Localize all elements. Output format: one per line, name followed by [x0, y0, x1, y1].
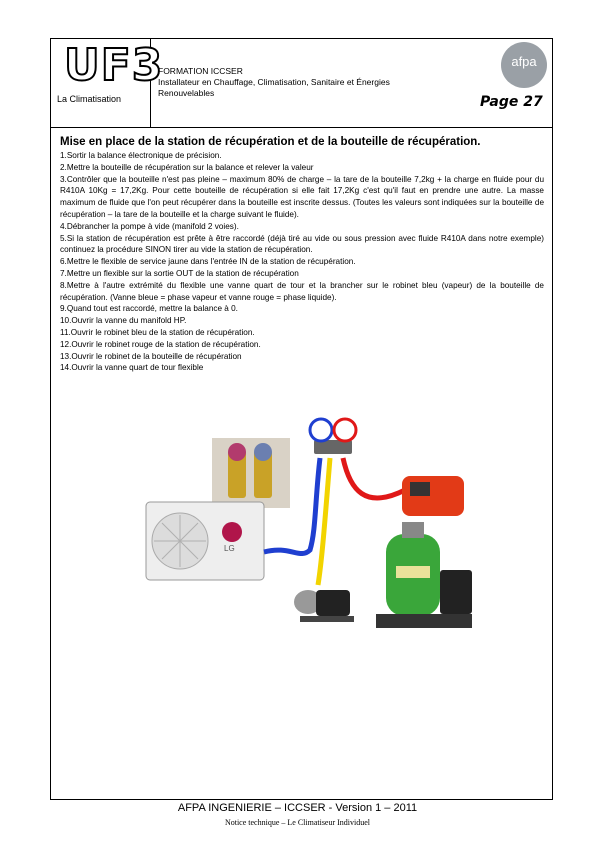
page-number: Page 27 — [480, 94, 543, 110]
step-item: 8.Mettre à l'autre extrémité du flexible une vanne quart de tour et la brancher sur le robinet bleu (vapeur) de la bouteille de récupération. (Vanne bleue = phase vapeur et vanne rouge = phase liquide). — [60, 280, 544, 302]
service-valves-photo — [212, 438, 290, 508]
steps-list — [60, 150, 544, 374]
step-item: 11.Ouvrir le robinet bleu de la station de récupération. — [60, 327, 255, 337]
footer-subtitle: Notice technique – Le Climatiseur Individuel — [224, 818, 371, 827]
afpa-logo-text: afpa — [511, 54, 537, 69]
step-item: 6.Mettre le flexible de service jaune dans l'entrée IN de la station de récupération. — [60, 257, 356, 267]
step-item: 5.Si la station de récupération est prête à être raccordé (déjà tiré au vide ou sous pression avec fluide R410A dans notre exemple) continuez la procédure SINON tirer au vide la station de récupération. — [60, 233, 544, 255]
module-subject: La Climatisation — [57, 94, 122, 104]
step-item: 3.Contrôler que la bouteille n'est pas pleine – maximum 80% de charge – la tare de la bouteille 7,2kg + la charge en fluide pour du R410A 10Kg = 17,2Kg. Pour cette bouteille de récupération si elle fait 17,2Kg c'est qu'il faut en prendre une autre. La masse maximum de fluide que l'on peut récupérer dans la bouteille est inscrite dessus. (Toutes les valeurs sont indiquées sur la bouteille de récupération – la tare de la bouteille et la charge suivant le fluide). — [60, 174, 544, 219]
step-item: 10.Ouvrir la vanne du manifold HP. — [60, 316, 187, 326]
step-item: 7.Mettre un flexible sur la sortie OUT de la station de récupération — [60, 268, 299, 278]
recovery-setup-illustration — [140, 410, 480, 650]
page-header — [50, 38, 553, 128]
outdoor-unit — [146, 502, 264, 580]
formation-block — [158, 66, 448, 99]
module-cell — [50, 38, 164, 127]
step-item: 13.Ouvrir le robinet de la bouteille de récupération — [60, 351, 242, 361]
step-item: 14.Ouvrir la vanne quart de tour flexible — [60, 363, 204, 373]
vacuum-pump — [294, 590, 354, 622]
afpa-logo — [501, 42, 547, 88]
step-item: 4.Débrancher la pompe à vide (manifold 2 voies). — [60, 221, 239, 231]
manifold-gauge — [310, 419, 356, 454]
step-item: 1.Sortir la balance électronique de précision. — [60, 151, 222, 160]
step-item: 9.Quand tout est raccordé, mettre la balance à 0. — [60, 304, 238, 314]
step-item: 2.Mettre la bouteille de récupération sur la balance et relever la valeur — [60, 162, 314, 172]
footer-title: AFPA INGENIERIE – ICCSER - Version 1 – 2011 — [177, 802, 418, 814]
red-hose — [343, 458, 405, 498]
formation-line: Installateur en Chauffage, Climatisation, Sanitaire et Énergies — [158, 77, 390, 87]
recovery-station — [402, 476, 464, 516]
formation-line: FORMATION ICCSER — [158, 66, 243, 76]
unit-brand: LG — [224, 544, 235, 553]
section-title: Mise en place de la station de récupération et de la bouteille de récupération. — [60, 136, 481, 148]
step-item: 12.Ouvrir le robinet rouge de la station de récupération. — [60, 339, 261, 349]
module-logo: UF3 — [64, 40, 164, 91]
recovery-bottle — [386, 522, 440, 616]
formation-line: Renouvelables — [158, 88, 215, 98]
